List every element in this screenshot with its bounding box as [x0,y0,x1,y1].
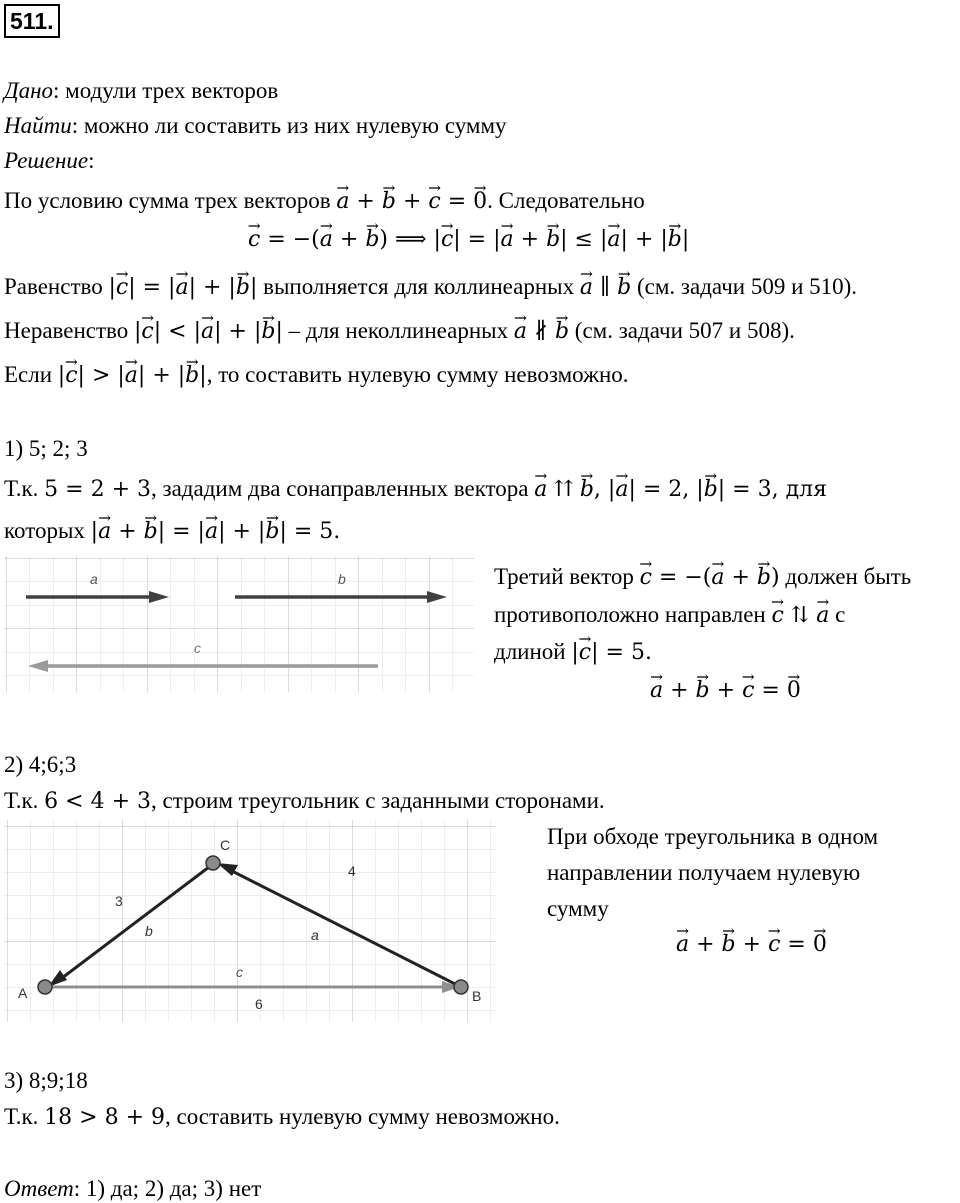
case1-header: 1) 5; 2; 3 [4,436,88,461]
case3-line-1: Т.к. 18 > 8 + 9, составить нулевую сумму невозможно. [4,1104,560,1130]
side-a-length: 4 [348,863,356,879]
vector-c-label: c [194,640,201,656]
find-text: : можно ли составить из них нулевую сумму [71,113,507,138]
given-text: : модули трех векторов [53,78,279,103]
collinear-vectors-figure [4,556,474,692]
case2-header: 2) 4;6;3 [4,752,77,777]
point-b-label: B [472,988,482,1004]
case2-side-line-1: При обходе треугольника в одном [547,824,879,849]
answer-text: : 1) да; 2) да; 3) нет [73,1176,262,1201]
vector-c-label: c [236,964,243,980]
point-b [454,980,468,994]
vector-b-label: b [145,923,153,939]
given-line [4,78,278,104]
case2-side-line-3: сумму [547,896,609,921]
case1-side-line-3: длиной |→ c| = 5. [494,639,652,665]
side-b-length: 3 [115,893,123,909]
given-label: Дано [4,78,54,103]
find-line [4,113,507,139]
answer-line [4,1176,261,1202]
case3-header: 3) 8;9;18 [4,1068,88,1093]
vector-a-label: a [311,927,319,943]
case2-sum-formula: → a + → b + → c = → 0 [676,932,827,957]
point-c [206,856,220,870]
answer-label: Ответ [4,1176,74,1201]
side-c-length: 6 [255,996,263,1012]
inequality-line: Неравенство |→ c| < |→ a| + |→ b| – для неколлинеарных → a ∦ → b (см. задачи 507 и 508). [4,318,795,344]
case2-side-line-2: направлении получаем нулевую [547,860,861,885]
if-line: Если |→ c| > |→ a| + |→ b|, то составить нулевую сумму невозможно. [4,362,629,388]
case1-sum-formula: → a + → b + → c = → 0 [650,678,801,703]
point-c-label: C [220,837,231,853]
vector-a-label: a [90,571,98,587]
triangle-figure [4,820,496,1022]
case1-side-line-2: противоположно направлен → c ⇅ → a с [494,602,845,628]
point-a-label: A [18,985,28,1001]
vector-b-label: b [338,571,346,587]
solution-label: Решение [4,148,89,173]
solution-line: Решение: [4,148,95,173]
point-a [38,980,52,994]
find-label: Найти [4,113,72,138]
case1-side-line-1: Третий вектор → c = −(→ a + → b) должен быть [494,564,911,590]
case1-line-2: которых |→ a + → b| = |→ a| + |→ b| = 5. [4,518,340,544]
problem-number: 511. [4,4,60,38]
equality-line: Равенство |→ c| = |→ a| + |→ b| выполняется для коллинеарных → a ∥ → b (см. задачи 509 и 510). [4,274,857,300]
intro-line-1: По условию сумма трех векторов → a + → b + → c = → 0. Следовательно [4,188,645,214]
case2-line-1: Т.к. 6 < 4 + 3, строим треугольник с заданными сторонами. [4,788,605,814]
derivation-formula: → c = −(→ a + → b) ⟹ |→ c| = |→ a + → b| ≤ |→ a| + |→ b| [248,227,689,252]
sum-zero-formula: → a + → b + → c = → 0 [336,189,487,214]
case1-line-1: Т.к. 5 = 2 + 3, зададим два сонаправленных вектора → a ⇈ → b, |→ a| = 2, |→ b| = 3, для [4,476,827,502]
